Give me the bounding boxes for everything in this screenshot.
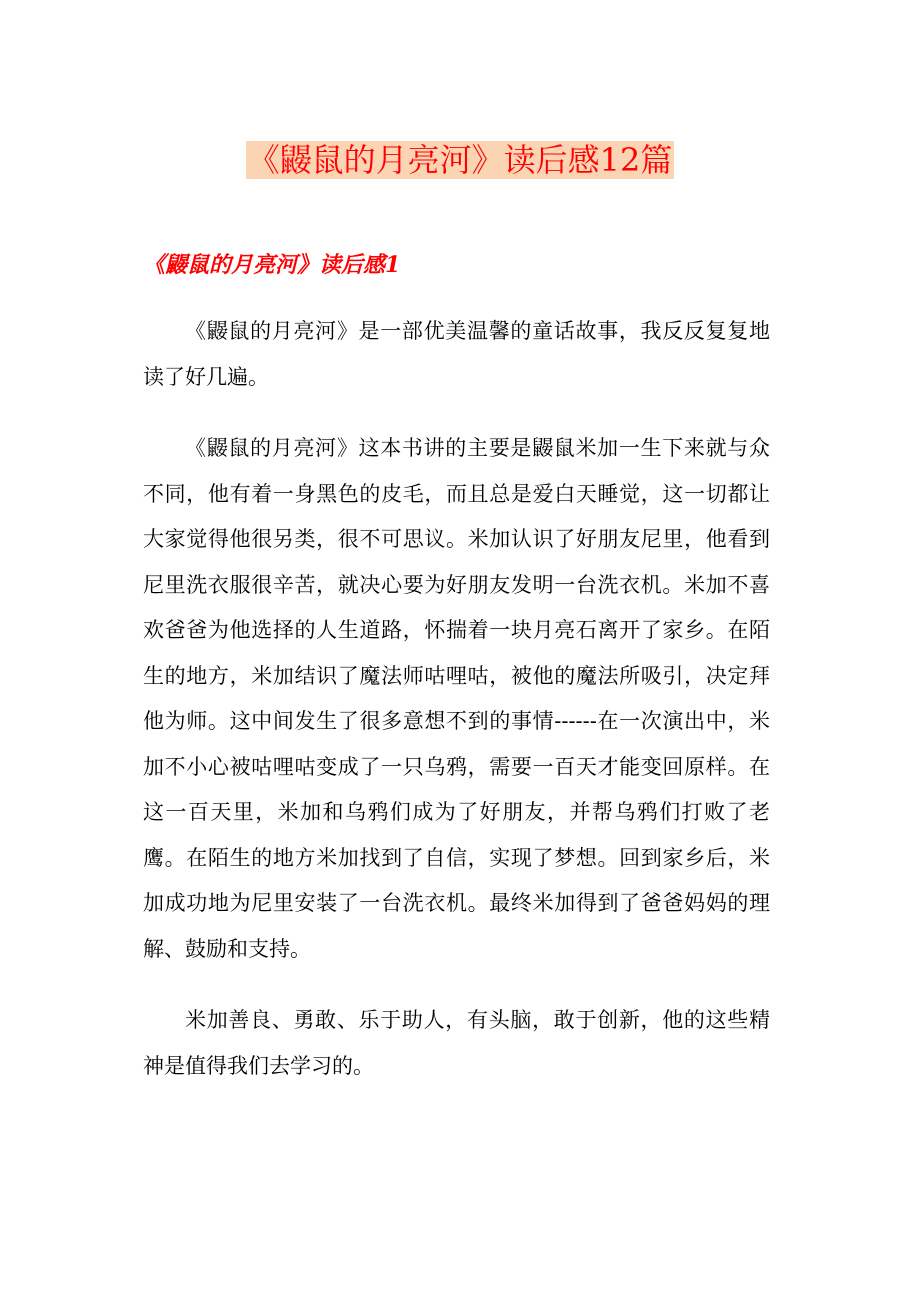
- paragraph-3: 米加善良、勇敢、乐于助人，有头脑，敢于创新，他的这些精神是值得我们去学习的。: [143, 1008, 770, 1078]
- paragraph-2: 《鼹鼠的月亮河》这本书讲的主要是鼹鼠米加一生下来就与众不同，他有着一身黑色的皮毛，而且总是爱白天睡觉，这一切都让大家觉得他很另类，很不可思议。米加认识了好朋友尼里，他看到尼里洗衣服很辛苦，就决心要为好朋友发明一台洗衣机。米加不喜欢爸爸为他选择的人生道路，怀揣着一块月亮石离开了家乡。在陌生的地方，米加结识了魔法师咕哩咕，被他的魔法所吸引，决定拜他为师。这中间发生了很多意想不到的事情------在一次演出中，米加不小心被咕哩咕变成了一只乌鸦，需要一百天才能变回原样。在这一百天里，米加和乌鸦们成为了好朋友，并帮乌鸦们打败了老鹰。在陌生的地方米加找到了自信，实现了梦想。回到家乡后，米加成功地为尼里安装了一台洗衣机。最终米加得到了爸爸妈妈的理解、鼓励和支持。: [143, 436, 770, 961]
- section-body: [143, 309, 770, 1115]
- section-heading: 《鼹鼠的月亮河》读后感1: [143, 252, 401, 278]
- document-title: [0, 136, 920, 184]
- paragraph-1: 《鼹鼠的月亮河》是一部优美温馨的童话故事，我反反复复地读了好几遍。: [143, 319, 770, 389]
- document-title-text: 《鼹鼠的月亮河》读后感12篇: [247, 141, 673, 179]
